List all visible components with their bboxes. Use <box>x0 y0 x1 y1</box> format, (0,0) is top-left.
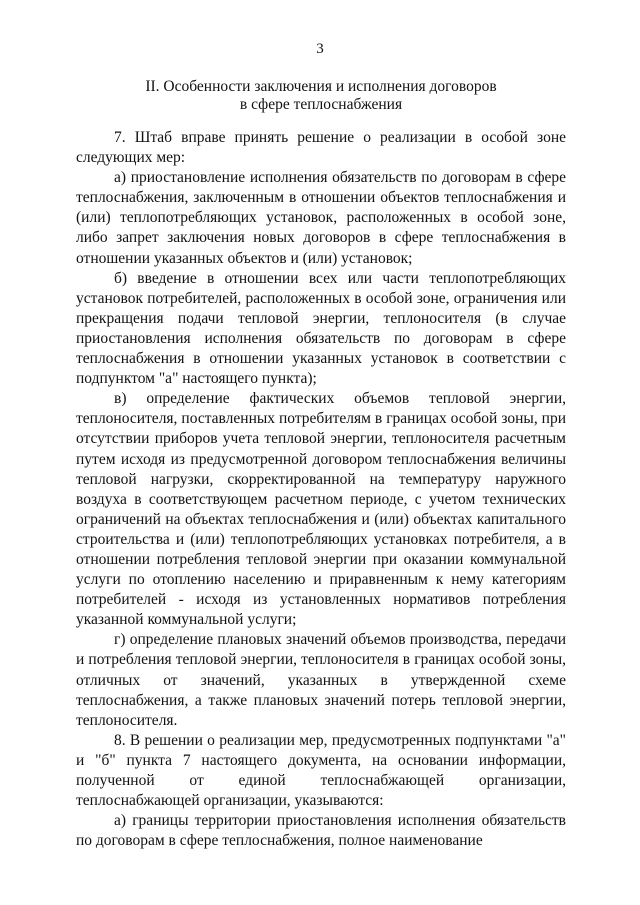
section-heading <box>76 78 566 114</box>
page-number: 3 <box>316 41 324 57</box>
paragraph-7-b: б) введение в отношении всех или части теплопотребляющих установок потребителей, расположенных в особой зоне, ограничения или прекращения подачи тепловой энергии, теплоносителя (в случае приостановления исполнения обязательств по договорам в сфере теплоснабжения в отношении указанных установок в соответствии с подпунктом "а" настоящего пункта); <box>76 269 566 388</box>
paragraph-7-a: а) приостановление исполнения обязательств по договорам в сфере теплоснабжения, заключенным в отношении объектов теплоснабжения и (или) теплопотребляющих установок, расположенных в особой зоне, либо запрет заключения новых договоров в сфере теплоснабжения в отношении указанных объектов и (или) установок; <box>76 169 566 267</box>
paragraph-7-intro: 7. Штаб вправе принять решение о реализации в особой зоне следующих мер: <box>76 129 566 167</box>
paragraph-7-g: г) определение плановых значений объемов производства, передачи и потребления тепловой энергии, теплоносителя в границах особой зоны, отличных от значений, указанных в утвержденной схеме теплоснабжения, а также плановых значений потерь тепловой энергии, теплоносителя. <box>76 631 566 729</box>
paragraph-8-a: а) границы территории приостановления исполнения обязательств по договорам в сфере теплоснабжения, полное наименование <box>76 812 566 850</box>
section-heading-line-2: в сфере теплоснабжения <box>239 96 403 113</box>
paragraph-7-v: в) определение фактических объемов тепловой энергии, теплоносителя, поставленных потребителям в границах особой зоны, при отсутствии приборов учета тепловой энергии, теплоносителя расчетным путем исходя из предусмотренной договором теплоснабжения величины тепловой нагрузки, скорректированной на температуру наружного воздуха в соответствующем расчетном периоде, с учетом технических ограничений на объектах теплоснабжения и (или) объектах капитального строительства и (или) теплопотребляющих установках потребителя, а в отношении потребления тепловой энергии при оказании коммунальной услуги по отоплению населению и приравненным к нему категориям потребителей - исходя из установленных нормативов потребления указанной коммунальной услуги; <box>76 390 566 629</box>
paragraph-8-intro: 8. В решении о реализации мер, предусмотренных подпунктами "а" и "б" пункта 7 настоящего документа, на основании информации, полученной от единой теплоснабжающей организации, теплоснабжающей организации, указываются: <box>76 731 566 810</box>
section-heading-line-1: II. Особенности заключения и исполнения договоров <box>145 78 497 95</box>
document-body <box>76 128 566 851</box>
